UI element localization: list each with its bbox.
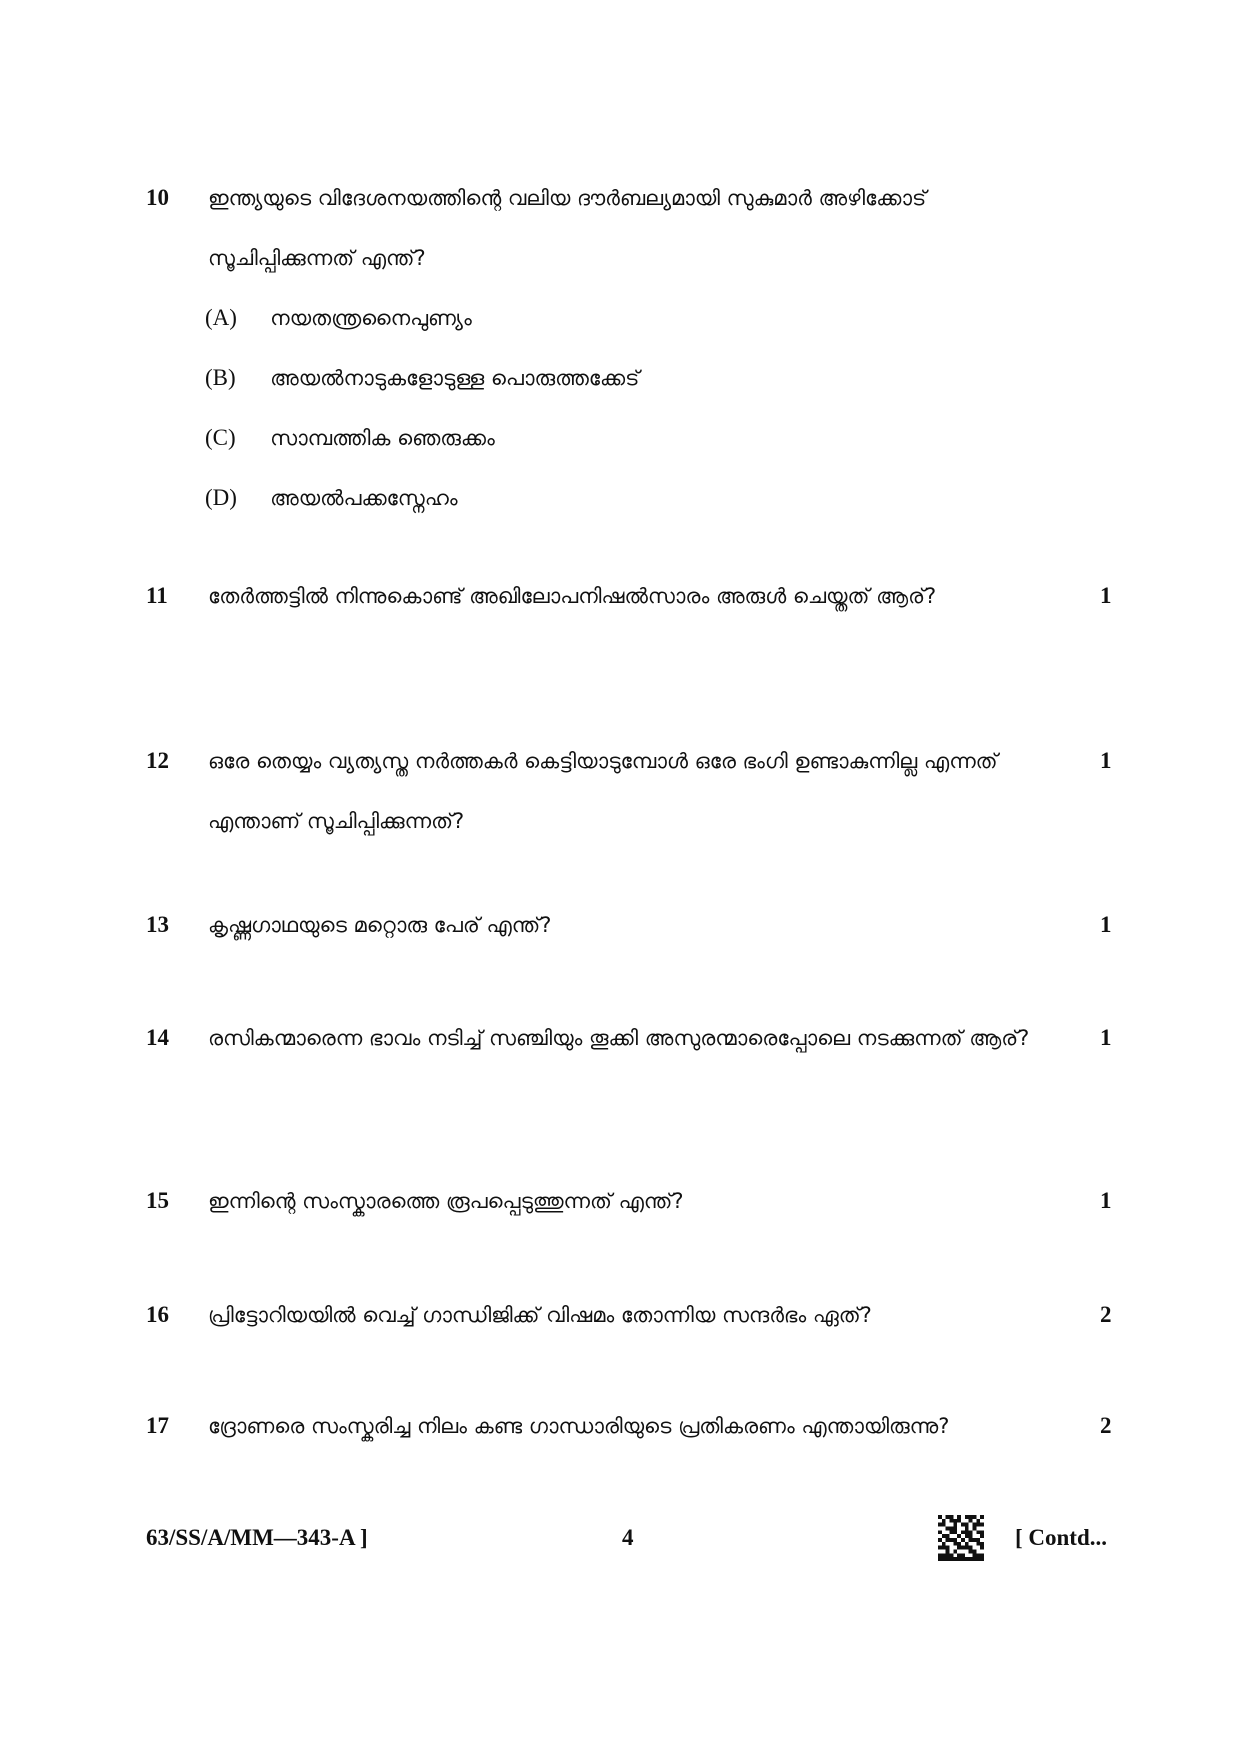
question-marks: 1 <box>1100 1188 1112 1213</box>
question-marks: 1 <box>1100 912 1112 937</box>
question-number: 15 <box>146 1188 169 1213</box>
question-number: 16 <box>146 1302 169 1327</box>
option-label: (D) <box>205 485 237 510</box>
question-text: തേർത്തട്ടിൽ നിന്നുകൊണ്ട് അഖിലോപനിഷൽസാരം അരുൾ ചെയ്തത് ആര്? <box>208 584 937 608</box>
option-text: അയൽപക്കസ്നേഹം <box>270 486 458 510</box>
question-text: കൃഷ്ണഗാഥയുടെ മറ്റൊരു പേര് എന്ത്? <box>208 913 552 937</box>
options-list <box>205 288 1005 528</box>
option-text: അയൽനാടുകളോടുള്ള പൊരുത്തക്കേട് <box>270 366 640 390</box>
option-c <box>205 408 1005 468</box>
page-footer <box>0 1518 1240 1558</box>
question-number: 14 <box>146 1025 169 1050</box>
qr-code-icon <box>938 1515 984 1561</box>
question-number: 10 <box>146 185 169 210</box>
paper-code: 63/SS/A/MM—343-A ] <box>146 1525 368 1550</box>
option-a <box>205 288 1005 348</box>
question-text: ഒരേ തെയ്യം വ്യത്യസ്ത നർത്തകർ കെട്ടിയാടുമ്പോൾ ഒരേ ഭംഗി ഉണ്ടാകുന്നില്ല എന്നത് എന്താണ് സൂചിപ്പിക്കുന്നത്? <box>208 749 998 833</box>
question-text: പ്രിട്ടോറിയയിൽ വെച്ച് ഗാന്ധിജിക്ക് വിഷമം തോന്നിയ സന്ദർഭം ഏത്? <box>208 1303 872 1327</box>
option-text: സാമ്പത്തിക ഞെരുക്കം <box>270 426 495 450</box>
question-marks: 1 <box>1100 583 1112 608</box>
option-label: (B) <box>205 365 236 390</box>
question-number: 12 <box>146 748 169 773</box>
option-b <box>205 348 1005 408</box>
question-marks: 1 <box>1100 748 1112 773</box>
question-number: 13 <box>146 912 169 937</box>
question-text: ദ്രോണരെ സംസ്കരിച്ച നിലം കണ്ട ഗാന്ധാരിയുടെ പ്രതികരണം എന്തായിരുന്നു? <box>208 1414 950 1438</box>
question-marks: 2 <box>1100 1302 1112 1327</box>
option-label: (A) <box>205 305 237 330</box>
page-number: 4 <box>622 1525 634 1550</box>
option-text: നയതന്ത്രനൈപുണ്യം <box>270 306 472 330</box>
continued-label: [ Contd... <box>1015 1525 1108 1550</box>
question-text: ഇന്നിന്റെ സംസ്കാരത്തെ രൂപപ്പെടുത്തുന്നത് എന്ത്? <box>208 1189 684 1213</box>
question-marks: 1 <box>1100 1025 1112 1050</box>
question-text: ഇന്ത്യയുടെ വിദേശനയത്തിന്റെ വലിയ ദൗർബല്യമായി സുകുമാർ അഴിക്കോട് സൂചിപ്പിക്കുന്നത് എന്ത്? <box>208 186 927 270</box>
option-label: (C) <box>205 425 236 450</box>
question-text: രസികന്മാരെന്ന ഭാവം നടിച്ച് സഞ്ചിയും തൂക്കി അസുരന്മാരെപ്പോലെ നടക്കുന്നത് ആര്? <box>208 1026 1030 1050</box>
question-marks: 2 <box>1100 1413 1112 1438</box>
question-number: 17 <box>146 1413 169 1438</box>
question-number: 11 <box>146 583 168 608</box>
option-d <box>205 468 1005 528</box>
